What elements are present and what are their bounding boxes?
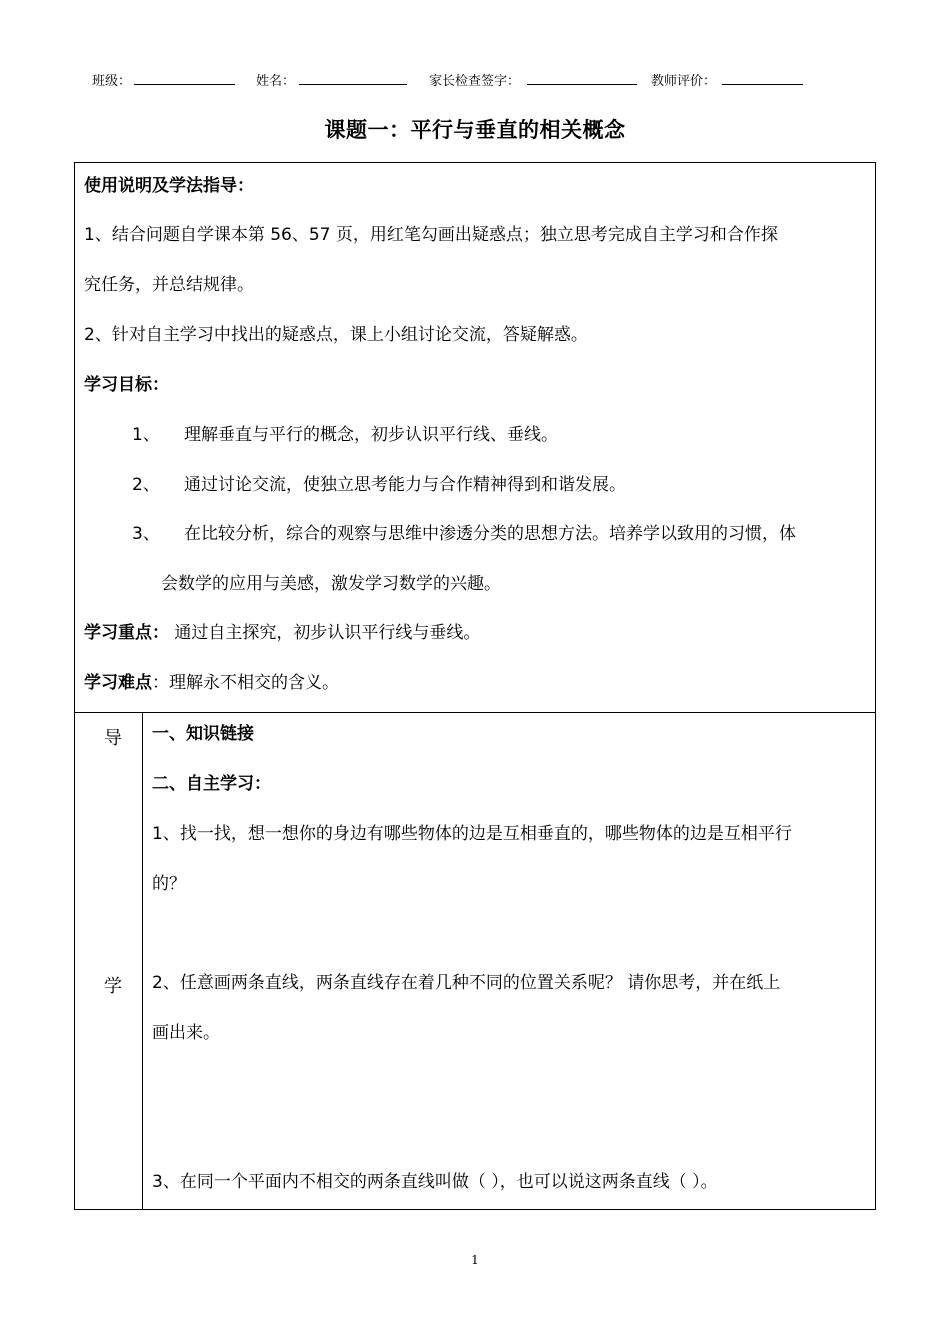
objective-1-number: 1、 [132, 425, 160, 445]
objective-3-text: 在比较分析，综合的观察与思维中渗透分类的思想方法。培养学以致用的习惯，体 [184, 524, 796, 544]
question-2-line-1: 2、任意画两条直线，两条直线存在着几种不同的位置关系呢？ 请你思考，并在纸上 [152, 973, 781, 993]
question-1-line-2: 的？ [152, 874, 186, 894]
difficulty-label: 学习难点 [84, 673, 152, 693]
key-point-label: 学习重点： [84, 623, 169, 643]
difficulty [84, 672, 339, 694]
objective-2-number: 2、 [132, 475, 160, 495]
question-2-line-2: 画出来。 [152, 1023, 220, 1043]
page-title: 课题一：平行与垂直的相关概念 [324, 118, 626, 142]
teacher-eval-blank [722, 84, 803, 85]
instruction-2: 2、针对自主学习中找出的疑惑点，课上小组讨论交流，答疑解惑。 [84, 325, 588, 345]
instruction-1-line-1: 1、结合问题自学课本第 56、57 页，用红笔勾画出疑惑点；独立思考完成自主学习和合作探 [84, 225, 778, 245]
teacher-eval-label: 教师评价： [651, 74, 717, 89]
objective-3-number: 3、 [132, 524, 160, 544]
key-point-text: 通过自主探究，初步认识平行线与垂线。 [169, 623, 481, 643]
objective-3-continuation: 会数学的应用与美感，激发学习数学的兴趣。 [161, 574, 501, 594]
objectives-heading: 学习目标： [84, 375, 169, 395]
class-blank [134, 84, 235, 85]
parent-sign-label: 家长检查签字： [429, 74, 521, 89]
objective-1-text: 理解垂直与平行的概念，初步认识平行线、垂线。 [184, 425, 558, 445]
header-fields [0, 70, 950, 90]
section-self-study: 二、自主学习： [152, 774, 271, 794]
question-1-line-1: 1、找一找，想一想你的身边有哪些物体的边是互相垂直的，哪些物体的边是互相平行 [152, 824, 792, 844]
side-label-xue: 学 [104, 976, 122, 997]
instructions-heading: 使用说明及学法指导： [84, 176, 254, 196]
name-label: 姓名： [256, 74, 296, 89]
parent-sign-blank [527, 84, 637, 85]
difficulty-text: ：理解永不相交的含义。 [152, 673, 339, 693]
objective-2-text: 通过讨论交流，使独立思考能力与合作精神得到和谐发展。 [184, 475, 626, 495]
side-label-dao: 导 [104, 728, 122, 749]
class-label: 班级： [92, 74, 132, 89]
instruction-1-line-2: 究任务，并总结规律。 [84, 275, 254, 295]
question-3: 3、在同一个平面内不相交的两条直线叫做（ ），也可以说这两条直线（ ）。 [152, 1172, 718, 1192]
table-divider-vertical [142, 712, 143, 1210]
section-knowledge-link: 一、知识链接 [152, 724, 254, 744]
key-point [84, 622, 480, 644]
name-blank [299, 84, 407, 85]
page-number: 1 [471, 1253, 479, 1267]
table-divider-horizontal [74, 712, 876, 713]
